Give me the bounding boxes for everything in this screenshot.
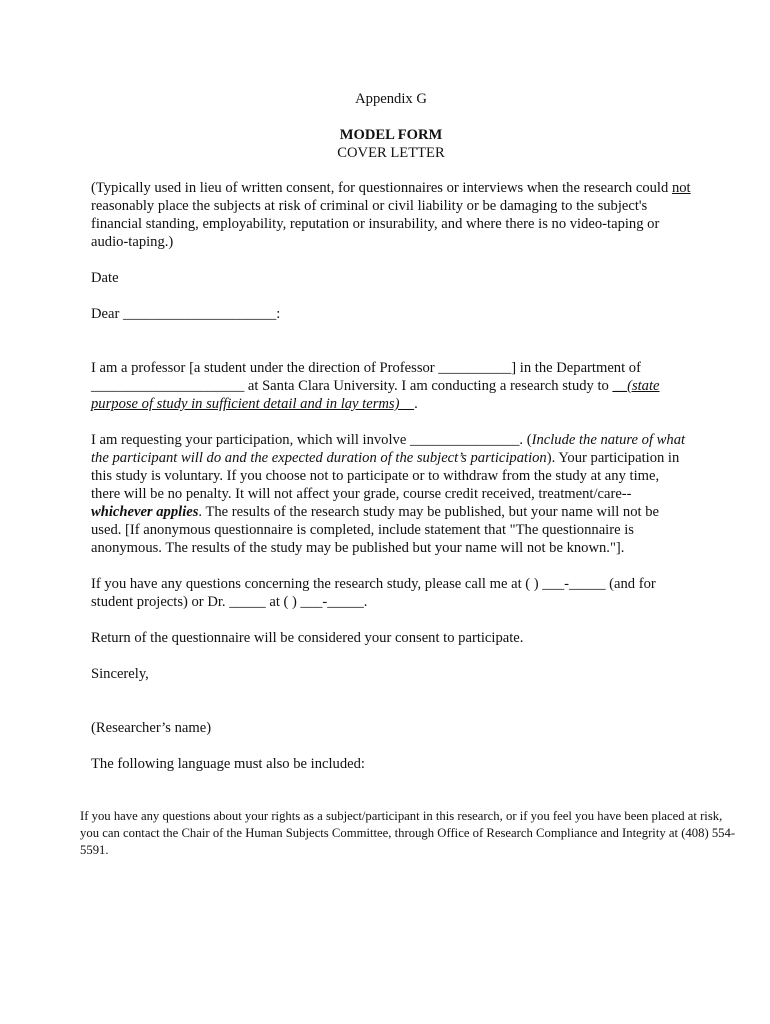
paragraph-consent: Return of the questionnaire will be considered your consent to participate.: [91, 630, 524, 646]
date-label: Date: [91, 270, 119, 286]
study-purpose-placeholder: __(state purpose of study in sufficient detail and in lay terms): [91, 378, 660, 412]
intro-paragraph: [91, 179, 691, 251]
required-language-intro: The following language must also be included:: [91, 756, 365, 772]
intro-text-start: (Typically used in lieu of written consent, for questionnaires or interviews when the research could: [91, 180, 672, 196]
paragraph-introduction: [91, 359, 691, 413]
participation-instruction: Include the nature of what the participant will do and the expected duration of the subject’s participation: [91, 432, 686, 466]
intro-not-emphasis: not: [671, 180, 691, 196]
paragraph-participation: [91, 431, 691, 557]
paragraph-introduction-end: .: [414, 396, 418, 412]
intro-text-end: reasonably place the subjects at risk of criminal or civil liability or be damaging to the subject's financial standing, employability, reputation or insurability, and where there is no video-taping or audio-taping.): [91, 198, 660, 250]
form-subtitle: COVER LETTER: [337, 145, 445, 161]
participation-text-b: ). Your participation in this study is voluntary. If you choose not to participate or to withdraw from the study at any time, there will be no penalty. It will not affect your grade, course credit received, treatment/care--: [91, 450, 680, 502]
rights-contact-statement: If you have any questions about your rights as a subject/participant in this research, or if you feel you have been placed at risk, you can contact the Chair of the Human Subjects Committee, through Office of Research Compliance and Integrity at (408) 554-5591.: [80, 809, 736, 857]
paragraph-introduction-text: I am a professor [a student under the direction of Professor __________] in the Department of _____________________ at Santa Clara University. I am conducting a research study to: [91, 360, 641, 394]
closing: Sincerely,: [91, 666, 149, 682]
form-title: MODEL FORM: [339, 127, 443, 143]
paragraph-questions: If you have any questions concerning the research study, please call me at ( ) ___-_____ (and for student projects) or Dr. _____ at ( ) ___-_____.: [91, 576, 656, 610]
whichever-applies-emphasis: whichever applies: [91, 504, 199, 520]
salutation: Dear _____________________:: [91, 306, 281, 322]
appendix-label: Appendix G: [355, 91, 427, 107]
researcher-name: (Researcher’s name): [91, 720, 212, 736]
study-purpose-blank: [399, 396, 414, 412]
participation-text-c: . The results of the research study may be published, but your name will not be used. [If anonymous questionnaire is completed, include statement that "The questionnaire is anonymous. The results of the study may be published but your name will not be known."].: [91, 504, 659, 556]
letter-body: [91, 90, 691, 773]
participation-text-a: I am requesting your participation, which will involve _______________. (: [91, 432, 532, 448]
